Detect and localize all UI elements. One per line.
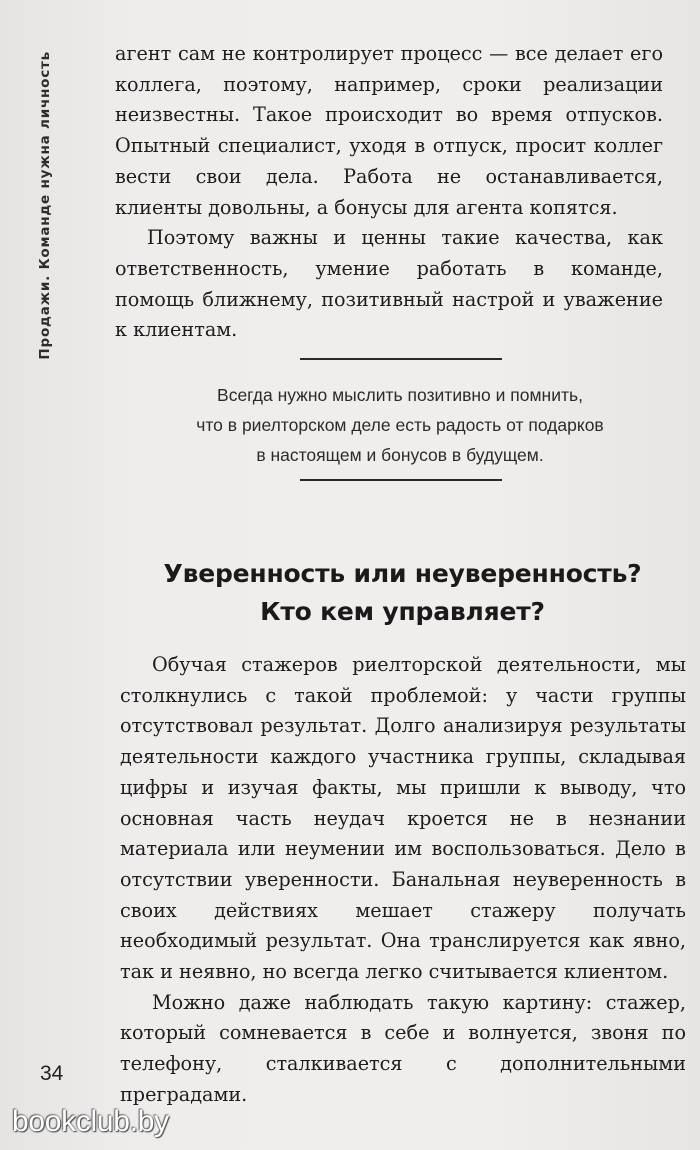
section-heading [115, 555, 690, 631]
heading-line: Уверенность или неуверенность? [163, 559, 642, 588]
heading-line: Кто кем управляет? [260, 597, 545, 626]
quote-rule-top [300, 358, 502, 360]
quote-line: что в риелторском деле есть радость от подарков [196, 415, 604, 435]
running-head [30, 40, 60, 360]
running-head-text: Продажи. Команде нужна личность [37, 51, 53, 360]
quote-line: в настоящем и бонусов в будущем. [256, 445, 544, 465]
paragraph-qualities: Поэтому важны и ценны такие качества, как ответственность, умение работать в команде, помощь ближнему, позитивный настрой и уважение к клиентам. [115, 226, 663, 342]
paragraph-continuation: агент сам не контролирует процесс — все делает его коллега, поэтому, например, сроки реализации неизвестны. Такое происходит во время отпусков. Опытный специалист, уходя в отпуск, просит коллег вести свои дела. Работа не останавливается, клиенты довольны, а бонусы для агента копятся. [115, 42, 663, 219]
quote-rule-bottom [300, 479, 502, 481]
paragraph-training: Обучая стажеров риелторской деятельности, мы столкнулись с такой проблемой: у части группы отсутствовал результат. Долго анализируя результаты деятельности каждого участника группы, складывая цифры и изучая факты, мы пришли к выводу, что основная часть неудач кроется не в незнании материала или неумении им воспользоваться. Дело в отсутствии уверенности. Банальная неуверенность в своих действиях мешает стажеру получать необходимый результат. Она транслируется как явно, так и неявно, но всегда легко считывается клиентом. [120, 653, 686, 984]
paragraph-picture: Можно даже наблюдать такую картину: стажер, который сомневается в себе и волнуется, звоня по телефону, сталкивается с дополнительными преградами. [120, 990, 686, 1106]
top-text-block [115, 39, 663, 346]
highlight-quote [130, 380, 670, 470]
watermark-logo: bookclub.by [12, 1105, 169, 1138]
quote-line: Всегда нужно мыслить позитивно и помнить, [217, 385, 583, 405]
section-text-block [120, 650, 686, 1111]
page-number: 34 [40, 1062, 64, 1085]
